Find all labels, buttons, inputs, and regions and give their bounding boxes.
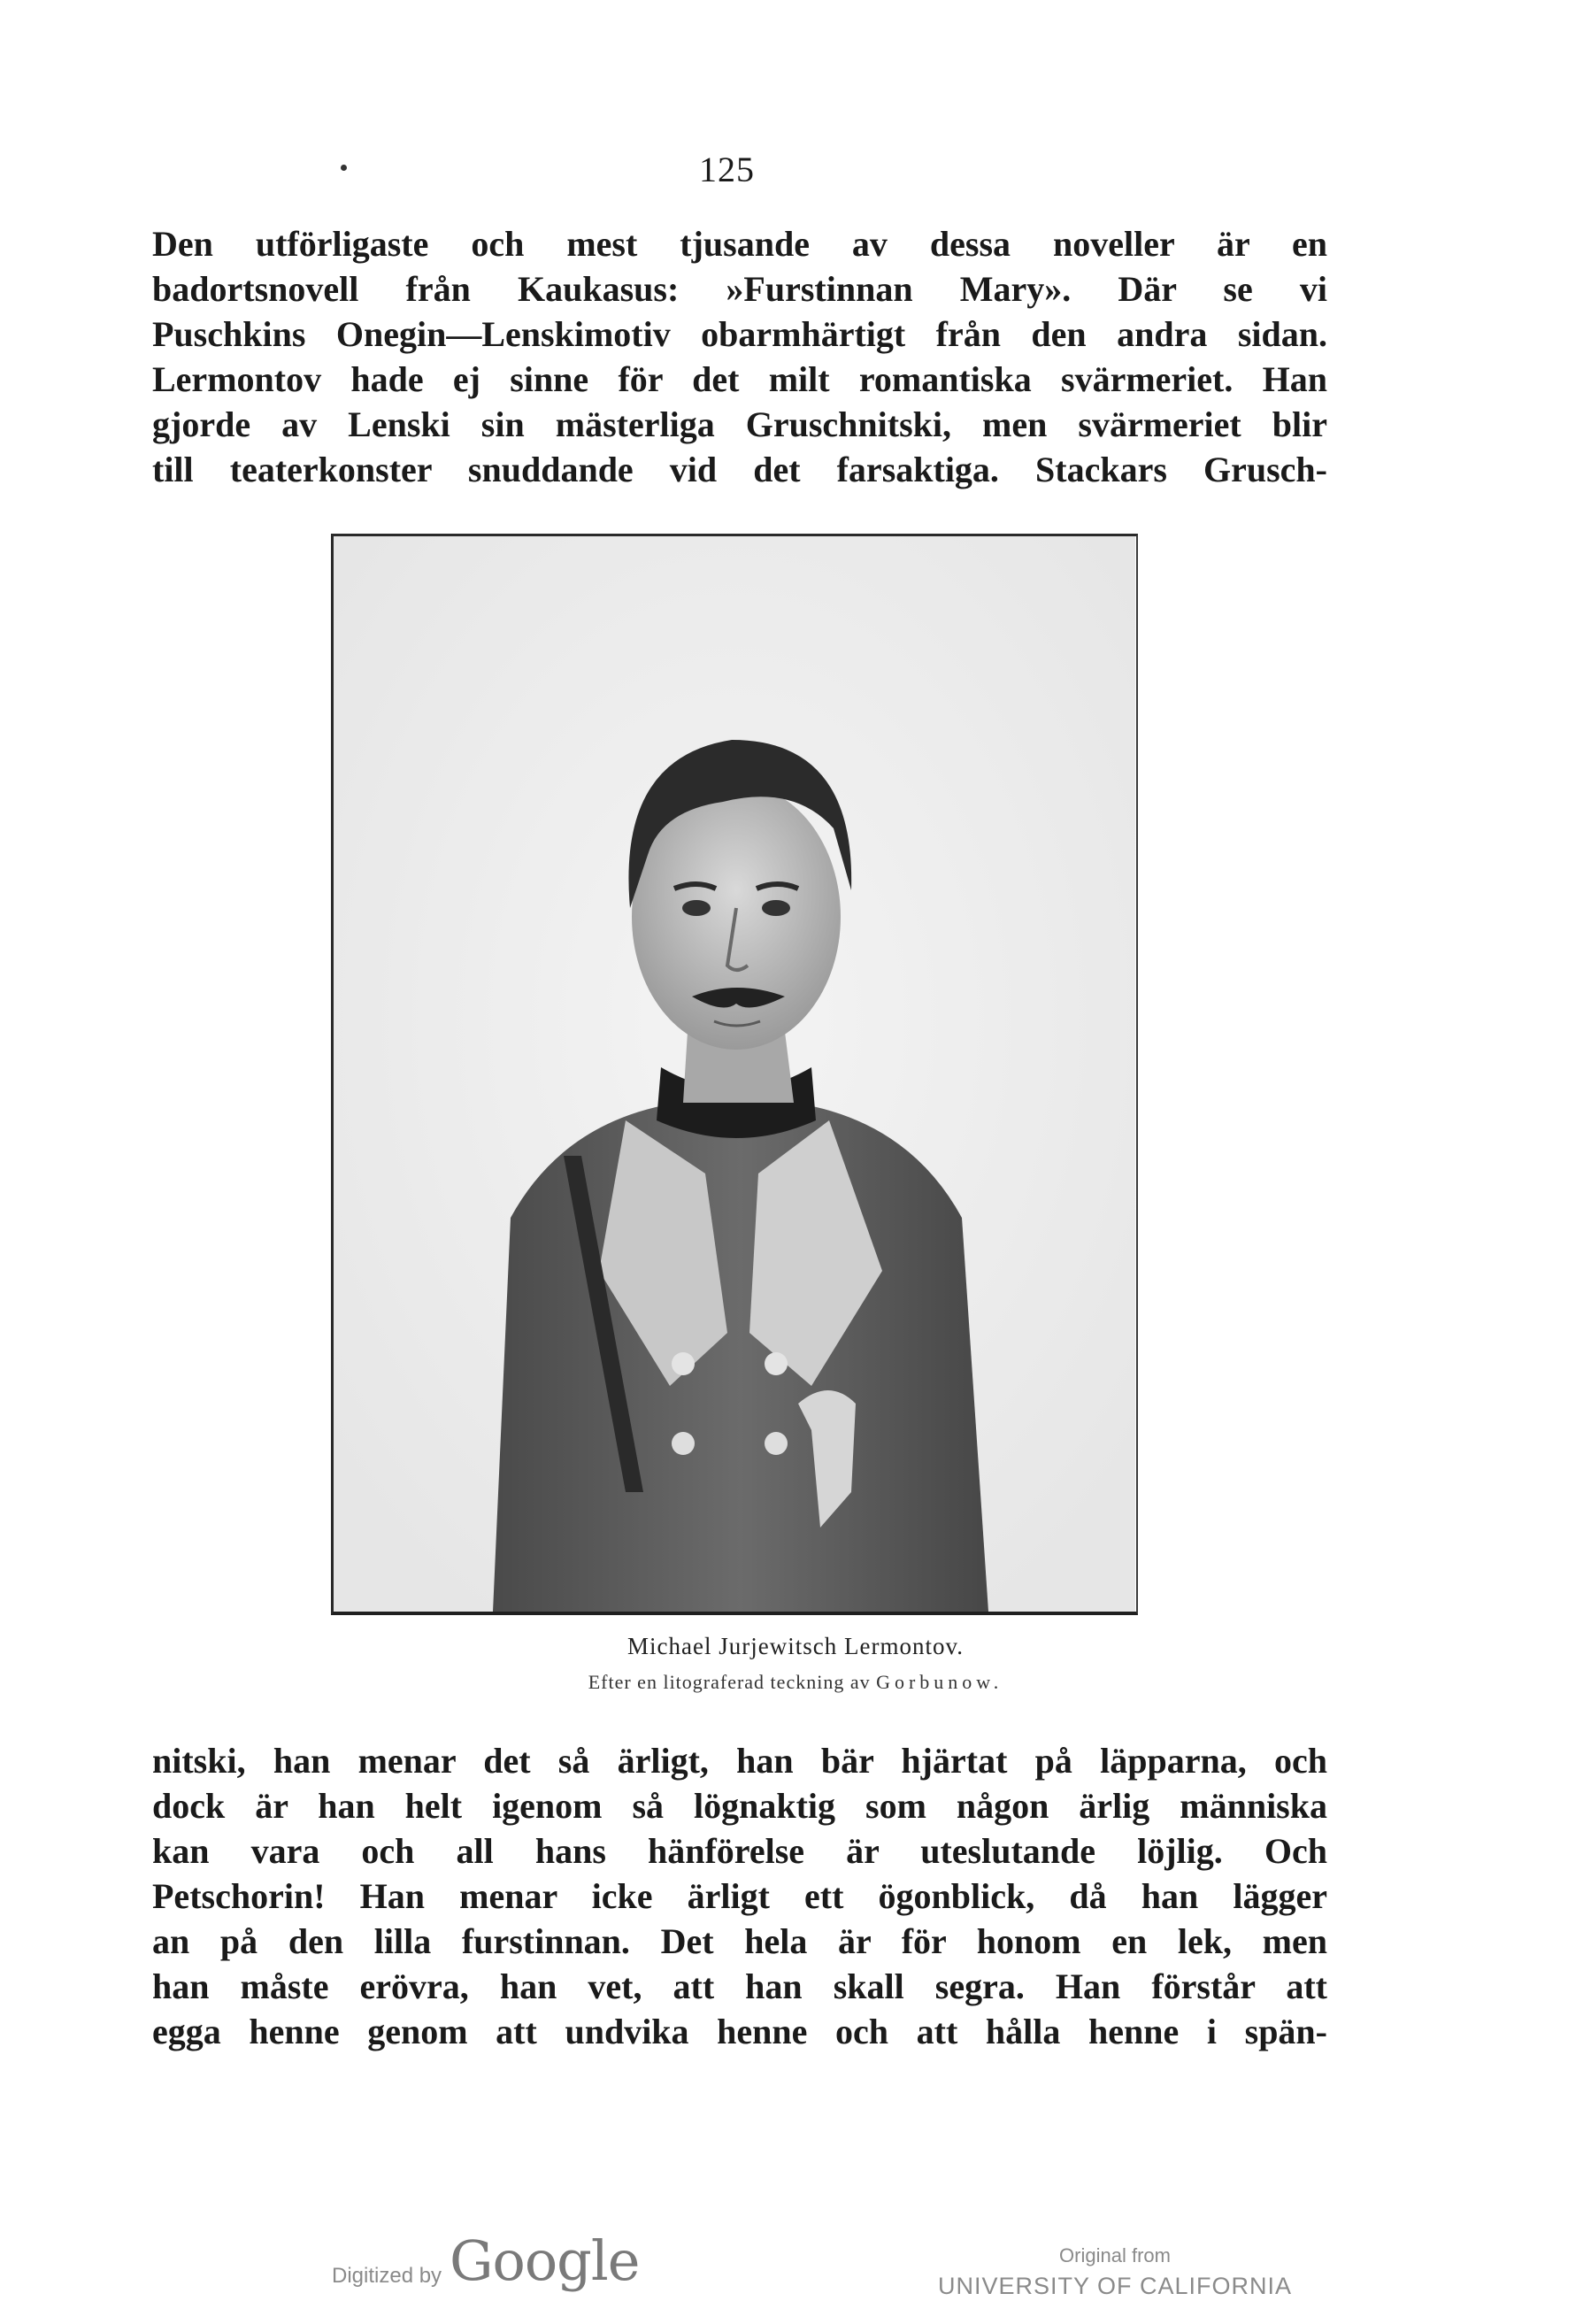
caption-credit-artist: Gorbunow. <box>876 1671 1003 1693</box>
text-line: till teaterkonster snuddande vid det farsaktiga. Stackars Grusch- <box>152 450 1327 489</box>
text-line: Petschorin! Han menar icke ärligt ett ögonblick, då han lägger <box>152 1876 1327 1916</box>
original-from-label: Original from <box>1059 2244 1171 2266</box>
stray-dot-mark <box>341 165 347 171</box>
text-line: an på den lilla furstinnan. Det hela är för honom en lek, men <box>152 1921 1327 1961</box>
google-logo: Google <box>450 2228 640 2293</box>
text-line: han måste erövra, han vet, att han skall segra. Han förstår att <box>152 1966 1327 2006</box>
paragraph-bottom <box>152 1738 1327 2054</box>
page-number: 125 <box>699 150 755 189</box>
text-line: badortsnovell från Kaukasus: »Furstinnan Mary». Där se vi <box>152 269 1327 309</box>
caption-credit-prefix: Efter en litograferad teckning av <box>588 1671 871 1693</box>
text-line: egga henne genom att undvika henne och att hålla henne i spän- <box>152 2012 1327 2051</box>
text-line: Den utförligaste och mest tjusande av dessa noveller är en <box>152 224 1327 264</box>
text-line: Lermontov hade ej sinne för det milt romantiska svärmeriet. Han <box>152 359 1327 399</box>
university-label: UNIVERSITY OF CALIFORNIA <box>937 2273 1293 2299</box>
text-line: kan vara och all hans hänförelse är uteslutande löjlig. Och <box>152 1831 1327 1871</box>
text-line: dock är han helt igenom så lögnaktig som någon ärlig människa <box>152 1786 1327 1826</box>
text-line: Puschkins Onegin—Lenskimotiv obarmhärtigt från den andra sidan. <box>152 314 1327 354</box>
portrait-caption-credit <box>0 1671 1591 1694</box>
portrait-plate <box>331 534 1138 1615</box>
portrait-caption-name: Michael Jurjewitsch Lermontov. <box>627 1633 964 1659</box>
digitized-by-label: Digitized by <box>332 2264 442 2288</box>
text-line: nitski, han menar det så ärligt, han bär hjärtat på läpparna, och <box>152 1741 1327 1781</box>
text-line: gjorde av Lenski sin mästerliga Gruschnitski, men svärmeriet blir <box>152 404 1327 444</box>
paragraph-top <box>152 221 1327 492</box>
lermontov-portrait-illustration <box>334 536 1135 1612</box>
